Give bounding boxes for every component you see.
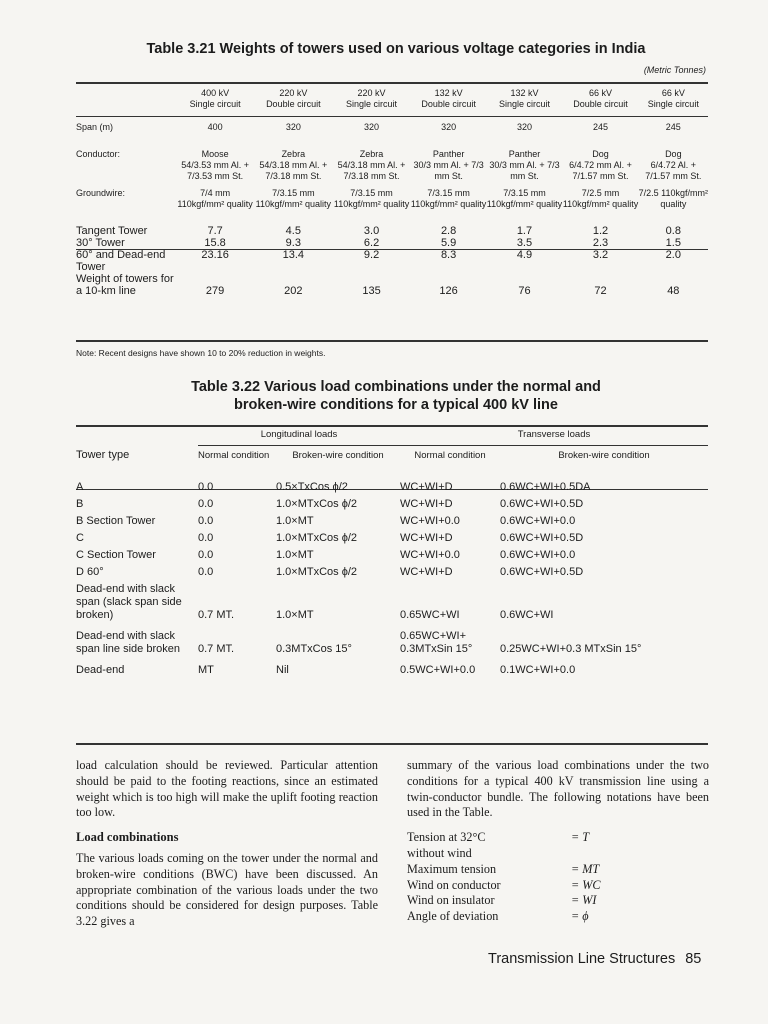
table-cell: WC+WI+D [400,498,453,510]
header-normal: Normal condition [198,450,270,461]
notation-name: Wind on insulator [407,893,495,908]
table-cell: 279 [205,285,225,297]
row-label: 60° and Dead-end Tower [76,249,166,273]
table-header-row [76,84,708,116]
table-cell: 2.3 [592,237,609,249]
header-blank [76,84,176,116]
table-cell: 0.0 [198,515,214,527]
table-cell: Dog 6/4.72 Al. + 7/1.57 mm St. [645,149,702,181]
table-cell: 0.5×TxCos ϕ/2 [276,481,348,493]
table-cell: WC+WI+D [400,566,453,578]
table-cell: 0.65WC+WI+ 0.3MTxSin 15° [400,630,473,655]
table-cell: WC+WI+0.0 [400,549,460,561]
table-bottom-rule [76,340,708,342]
table-cell: 48 [667,285,680,297]
header-broken: Broken-wire condition [558,450,650,461]
notation-row [407,909,601,925]
notation-symbol: = ϕ [571,909,589,924]
table-bottom-rule [76,743,708,745]
table-cell: 7/3.15 mm 110kgf/mm² quality [410,188,487,209]
header-normal: Normal condition [414,450,486,461]
table-title-line: broken-wire conditions for a typical 400 kV line [234,397,558,413]
table-row [76,547,708,564]
table-cell: 1.0×MT [276,515,314,527]
table-cell: 0.8 [665,225,681,237]
notation-name: without wind [407,845,472,860]
table-cell: 320 [516,122,532,132]
table-row [76,658,708,679]
table-cell: 7/4 mm 110kgf/mm² quality [177,188,253,209]
header-blank [76,428,198,450]
table-cell: 72 [594,285,607,297]
table-cell: 7.7 [207,225,223,237]
header-broken: Broken-wire condition [292,450,384,461]
section-heading: Load combinations [76,830,179,845]
table-cell: 9.3 [285,237,301,249]
table-row [76,469,708,496]
table-cell: 0.6WC+WI+0.5D [500,498,584,510]
table-cell: D 60° [76,566,104,578]
table-cell: C [76,532,84,544]
table-cell: 320 [364,122,380,132]
table-cell: 1.7 [516,225,533,237]
table-3-22-title [76,378,716,414]
page-footer [488,951,701,967]
row-label: Groundwire: [76,188,126,198]
notation-name: Angle of deviation [407,909,499,924]
table-cell: 2.8 [440,225,457,237]
table-cell: Zebra 54/3.18 mm Al. + 7/3.18 mm St. [337,149,406,181]
table-cell: 8.3 [440,249,457,261]
row-label: Tangent Tower [76,225,148,237]
table-group-row [76,428,708,450]
table-cell: 0.0 [198,566,214,578]
notation-name: Maximum tension [407,861,497,876]
table-row [76,530,708,547]
table-cell: 1.0×MTxCos ϕ/2 [276,498,358,510]
header-cell: 400 kV Single circuit [189,88,241,109]
group-header-transverse: Transverse loads [400,428,708,450]
table-header-row [76,450,708,469]
notation-row [407,893,601,909]
table-title-line: Table 3.22 Various load combinations under the normal and [191,379,601,395]
table-cell: 0.7 MT. [198,643,235,655]
table-cell: 7/2.5 mm 110kgf/mm² quality [562,188,639,209]
table-cell: 245 [665,122,681,132]
table-cell: 2.0 [665,249,681,261]
table-cell: 400 [207,122,223,132]
table-cell: 1.0×MTxCos ϕ/2 [276,566,358,578]
row-label: Weight of towers for a 10-km line [76,273,174,297]
table-cell: Zebra 54/3.18 mm Al. + 7/3.18 mm St. [259,149,328,181]
row-label: 30° Tower [76,237,125,249]
notation-name: Tension at 32°C [407,830,486,845]
table-cell: 0.0 [198,549,214,561]
table-cell: 1.2 [592,225,609,237]
body-paragraph: The various loads coming on the tower under the normal and broken-wire conditions (BWC) have been discussed. An appropriate combination of the various loads under the two conditions should be considered for design purposes. Table 3.22 gives a [76,850,378,929]
table-note: Note: Recent designs have shown 10 to 20% reduction in weights. [76,348,326,358]
notation-row [407,846,601,862]
table-cell: A [76,481,84,493]
table-row [76,513,708,530]
table-cell: 76 [518,285,531,297]
table-top-rule [76,425,708,427]
header-cell: 66 kV Single circuit [647,88,699,109]
table-cell: 7/2.5 110kgf/mm² quality [638,188,709,209]
table-row-conductor [76,141,708,188]
table-cell: 0.6WC+WI+0.5D [500,566,584,578]
table-cell: 0.7 MT. [198,609,235,621]
table-cell: 1.0×MT [276,549,314,561]
table-row-span [76,116,708,141]
header-cell: 220 kV Single circuit [346,88,398,109]
table-row-60deg [76,249,708,273]
table-cell: 5.9 [440,237,457,249]
row-label: Span (m) [76,122,114,132]
row-label: Conductor: [76,149,121,159]
table-3-21 [76,84,708,303]
table-row-groundwire [76,188,708,218]
table-3-22 [76,428,708,679]
notation-symbol: = WI [571,893,597,908]
table-cell: Panther 30/3 mm Al. + 7/3 mm St. [489,149,560,181]
table-cell: 3.0 [363,225,380,237]
header-cell: 220 kV Double circuit [266,88,321,109]
table-cell: 13.4 [282,249,305,261]
table-cell: 0.25WC+WI+0.3 MTxSin 15° [500,643,642,655]
table-cell: 0.65WC+WI [400,609,460,621]
table-cell: 320 [285,122,301,132]
table-cell: 0.6WC+WI+0.0 [500,549,576,561]
table-cell: B Section Tower [76,515,156,527]
table-cell: Dead-end with slack span (slack span side broken) [76,583,182,621]
header-cell: 132 kV Single circuit [498,88,550,109]
notation-list [407,830,601,925]
table-row [76,581,708,624]
notation-name: Wind on conductor [407,877,501,892]
table-row [76,496,708,513]
notation-symbol [571,846,601,862]
table-cell: WC+WI+0.0 [400,515,460,527]
running-title: Transmission Line Structures [488,951,676,967]
table-cell: Dead-end with slack span line side broken [76,630,180,655]
table-cell: C Section Tower [76,549,156,561]
left-column [76,758,378,930]
table-cell: MT [198,664,214,676]
table-cell: 4.9 [516,249,533,261]
table-cell: 245 [593,122,609,132]
table-row [76,624,708,658]
table-cell: WC+WI+D [400,481,453,493]
table-cell: 0.0 [198,481,214,493]
table-cell: 3.2 [592,249,609,261]
table-cell: 6.2 [363,237,380,249]
notation-row [407,862,601,878]
table-cell: 0.1WC+WI+0.0 [500,664,576,676]
table-cell: Moose 54/3.53 mm Al. + 7/3.53 mm St. [181,149,249,181]
table-cell: 202 [284,285,303,297]
page-number: 85 [685,951,702,967]
header-cell: 132 kV Double circuit [421,88,476,109]
table-cell: 15.8 [204,237,226,249]
table-cell: WC+WI+D [400,532,453,544]
table-3-21-unit: (Metric Tonnes) [643,65,706,75]
table-cell: Nil [276,664,289,676]
table-cell: Panther 30/3 mm Al. + 7/3 mm St. [413,149,484,181]
table-cell: 320 [441,122,457,132]
notation-symbol: = WC [571,877,601,892]
notation-symbol: = T [571,830,590,845]
group-header-longitudinal: Longitudinal loads [198,428,400,450]
table-cell: 7/3.15 mm 110kgf/mm² quality [333,188,410,209]
table-cell: 126 [439,285,458,297]
table-cell: 9.2 [363,249,380,261]
table-cell: 135 [362,285,381,297]
table-cell: 0.6WC+WI [500,609,554,621]
table-cell: 0.6WC+WI+0.5DA [500,481,591,493]
table-cell: 1.0×MT [276,609,314,621]
table-cell: B [76,498,84,510]
table-cell: 7/3.15 mm 110kgf/mm² quality [486,188,563,209]
table-cell: 0.3MTxCos 15° [276,643,352,655]
body-paragraph: load calculation should be reviewed. Particular attention should be paid to the footing reactions, since an estimated weight which is too high will make the uplift footing reaction too low. [76,758,378,820]
table-3-21-title: Table 3.21 Weights of towers used on various voltage categories in India [146,41,646,57]
table-cell: 7/3.15 mm 110kgf/mm² quality [255,188,332,209]
notation-row [407,878,601,894]
table-cell: Dead-end [76,664,125,676]
table-row-30deg [76,237,708,249]
table-cell: 4.5 [285,225,301,237]
table-cell: 0.6WC+WI+0.0 [500,515,576,527]
table-cell: 1.5 [665,237,681,249]
table-row-tangent [76,218,708,237]
table-row-weight [76,273,708,303]
table-cell: 0.0 [198,532,214,544]
table-cell: 23.16 [201,249,229,261]
table-cell: 3.5 [516,237,533,249]
notation-symbol: = MT [571,861,600,876]
table-row [76,564,708,581]
table-cell: 0.0 [198,498,214,510]
right-column [407,758,709,925]
table-cell: 0.6WC+WI+0.5D [500,532,584,544]
table-cell: Dog 6/4.72 mm Al. + 7/1.57 mm St. [569,149,632,181]
header-cell: 66 kV Double circuit [573,88,628,109]
notation-row [407,830,601,846]
header-tower-type: Tower type [76,449,130,461]
body-paragraph: summary of the various load combinations under the two conditions for a typical 400 kV transmission line using a twin-conductor bundle. The following notations have been used in the Table. [407,758,709,820]
table-cell: 0.5WC+WI+0.0 [400,664,476,676]
table-cell: 1.0×MTxCos ϕ/2 [276,532,358,544]
